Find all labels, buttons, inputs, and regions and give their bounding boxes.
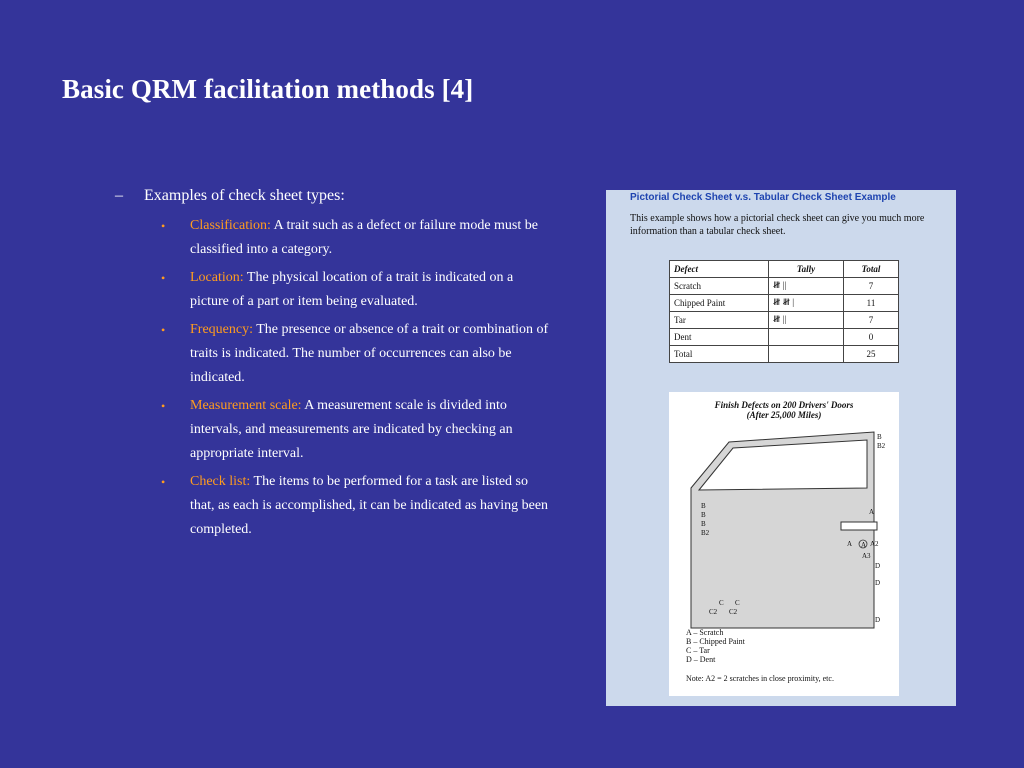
desc-classification: A trait such as a defect or failure mode must be classified into a category. [190, 218, 538, 257]
marker: D [875, 579, 881, 587]
cell-defect: Scratch [670, 278, 769, 295]
term-location: Location: [190, 270, 244, 285]
marker: C2 [709, 608, 718, 616]
cell-tally: 𝍸 𝍸 | [769, 295, 844, 312]
tabular-check-sheet [669, 260, 899, 363]
slide-title: Basic QRM facilitation methods [4] [62, 74, 474, 104]
header-defect: Defect [670, 261, 769, 278]
legend-item: C – Tar [686, 646, 710, 655]
marker: A3 [862, 552, 871, 560]
marker: B2 [701, 529, 710, 537]
term-check-list: Check list: [190, 474, 251, 489]
list-item-location [161, 266, 555, 314]
door-legend [686, 628, 745, 664]
cell-total: 0 [844, 329, 899, 346]
cell-defect: Tar [670, 312, 769, 329]
table-row [670, 278, 899, 295]
list-item-classification [161, 214, 555, 262]
cell-total: 7 [844, 312, 899, 329]
term-classification: Classification: [190, 218, 271, 233]
marker: B2 [877, 442, 886, 450]
desc-frequency: The presence or absence of a trait or combination of traits is indicated. The number of occurrences can also be indicated. [190, 322, 549, 385]
door-title-line2: (After 25,000 Miles) [746, 410, 822, 420]
door-note: Note: A2 = 2 scratches in close proximity, etc. [686, 674, 834, 683]
cell-total: 25 [844, 346, 899, 363]
intro-text: Examples of check sheet types: [144, 187, 345, 204]
cell-tally [769, 329, 844, 346]
cell-total: 11 [844, 295, 899, 312]
list-item-frequency [161, 318, 555, 390]
legend-item: D – Dent [686, 655, 716, 664]
table-row [670, 295, 899, 312]
figure-description: This example shows how a pictorial check sheet can give you much more information than a tabular check sheet. [630, 213, 925, 237]
door-handle [841, 522, 877, 530]
marker: C2 [729, 608, 738, 616]
bullet-icon: • [161, 475, 166, 489]
list-item-check-list [161, 470, 555, 542]
marker: D [875, 616, 881, 624]
marker: B [701, 520, 706, 528]
marker: C [735, 599, 740, 607]
cell-defect: Chipped Paint [670, 295, 769, 312]
desc-check-list: The items to be performed for a task are listed so that, as each is accomplished, it can be indicated as having been completed. [190, 474, 549, 537]
cell-defect: Total [670, 346, 769, 363]
marker: B [701, 511, 706, 519]
bullet-icon: • [161, 399, 166, 413]
table-row [670, 346, 899, 363]
term-measurement-scale: Measurement scale: [190, 398, 302, 413]
marker: A [869, 508, 875, 516]
bullet-icon: • [161, 271, 166, 285]
slide-content [115, 182, 555, 546]
term-frequency: Frequency: [190, 322, 253, 337]
bullet-icon: • [161, 323, 166, 337]
desc-measurement-scale: A measurement scale is divided into intervals, and measurements are indicated by checking an appropriate interval. [190, 398, 513, 461]
intro-item [115, 182, 555, 210]
cell-tally: 𝍸 || [769, 312, 844, 329]
marker: D [875, 562, 881, 570]
check-sheet-types-list [115, 214, 555, 542]
cell-total: 7 [844, 278, 899, 295]
header-total: Total [844, 261, 899, 278]
marker: B [877, 433, 882, 441]
cell-defect: Dent [670, 329, 769, 346]
dash-bullet: – [115, 187, 123, 204]
marker: A [847, 540, 853, 548]
figure-title: Pictorial Check Sheet v.s. Tabular Check Sheet Example [630, 192, 896, 203]
table-row [670, 329, 899, 346]
marker: A [861, 541, 867, 549]
desc-location: The physical location of a trait is indicated on a picture of a part or item being evaluated. [190, 270, 514, 309]
bullet-icon: • [161, 219, 166, 233]
table-header-row [670, 261, 899, 278]
table-row [670, 312, 899, 329]
header-tally: Tally [769, 261, 844, 278]
marker: A2 [870, 540, 879, 548]
legend-item: A – Scratch [686, 628, 724, 637]
cell-tally [769, 346, 844, 363]
marker: B [701, 502, 706, 510]
door-title-line1: Finish Defects on 200 Drivers' Doors [714, 400, 854, 410]
pictorial-check-sheet [669, 392, 899, 696]
legend-item: B – Chipped Paint [686, 637, 745, 646]
list-item-measurement-scale [161, 394, 555, 466]
cell-tally: 𝍸 || [769, 278, 844, 295]
check-sheet-figure [606, 190, 956, 706]
marker: C [719, 599, 724, 607]
